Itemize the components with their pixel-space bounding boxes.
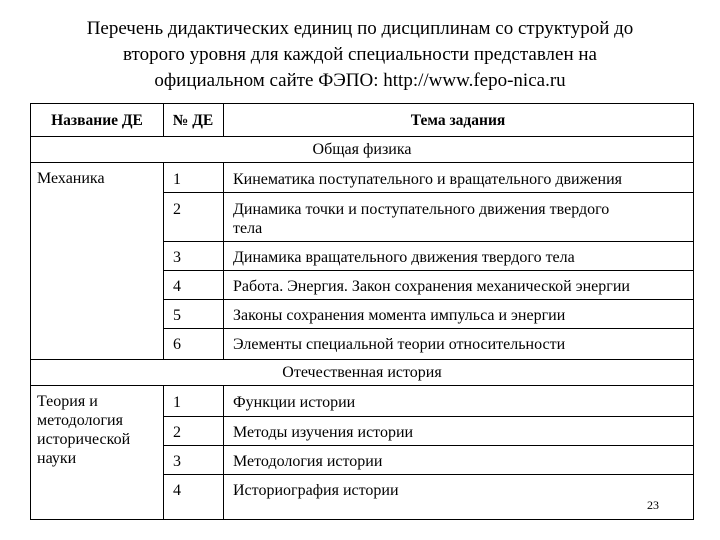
row-divider (163, 474, 693, 475)
de-name: Теория и (37, 393, 98, 410)
de-number: 6 (173, 336, 181, 353)
de-number: 2 (173, 424, 181, 441)
section-title: Общая физика (312, 141, 412, 158)
slide-title (40, 16, 680, 94)
header-de-name: Название ДЕ (51, 112, 143, 129)
page-number: 23 (647, 498, 659, 512)
row-divider (163, 241, 693, 242)
de-name: методология (37, 412, 123, 429)
de-name: науки (37, 450, 77, 467)
topic: Динамика вращательного движения твердого тела (233, 249, 575, 266)
de-number: 2 (173, 201, 181, 218)
de-number: 1 (173, 394, 181, 411)
topic: Историография истории (233, 482, 399, 499)
row-divider (163, 328, 693, 329)
topic: Методология истории (233, 453, 383, 470)
title-line-2: второго уровня для каждой специальности представлен на (123, 44, 597, 65)
de-name: исторической (37, 431, 131, 448)
column-divider (223, 162, 224, 359)
topic: Законы сохранения момента импульса и энергии (233, 307, 566, 324)
topic: Работа. Энергия. Закон сохранения механической энергии (233, 278, 630, 295)
de-name: Механика (37, 170, 105, 187)
column-divider (163, 385, 164, 519)
title-line-3: официальном сайте ФЭПО: http://www.fepo-nica.ru (154, 70, 566, 91)
row-divider (31, 162, 693, 163)
topic: Методы изучения истории (233, 424, 414, 441)
topic: Функции истории (233, 394, 356, 411)
de-number: 3 (173, 453, 181, 470)
row-divider (31, 385, 693, 386)
title-line-1: Перечень дидактических единиц по дисциплинам со структурой до (86, 18, 634, 39)
topic: Динамика точки и поступательного движения твердого (233, 201, 610, 218)
de-number: 4 (173, 482, 181, 499)
topic: Элементы специальной теории относительности (233, 336, 566, 353)
topic: тела (233, 220, 263, 237)
de-number: 4 (173, 278, 181, 295)
column-divider (223, 385, 224, 519)
section-title: Отечественная история (282, 364, 442, 381)
de-number: 3 (173, 249, 181, 266)
header-de-number: № ДЕ (172, 112, 214, 129)
de-number: 5 (173, 307, 181, 324)
row-divider (163, 445, 693, 446)
row-divider (163, 192, 693, 193)
de-number: 1 (173, 171, 181, 188)
column-divider (163, 162, 164, 359)
row-divider (163, 299, 693, 300)
row-divider (31, 359, 693, 360)
row-divider (31, 136, 693, 137)
row-divider (163, 416, 693, 417)
header-topic: Тема задания (410, 112, 506, 129)
row-divider (163, 270, 693, 271)
topic: Кинематика поступательного и вращательного движения (233, 171, 622, 188)
didactic-units-table (30, 103, 694, 520)
